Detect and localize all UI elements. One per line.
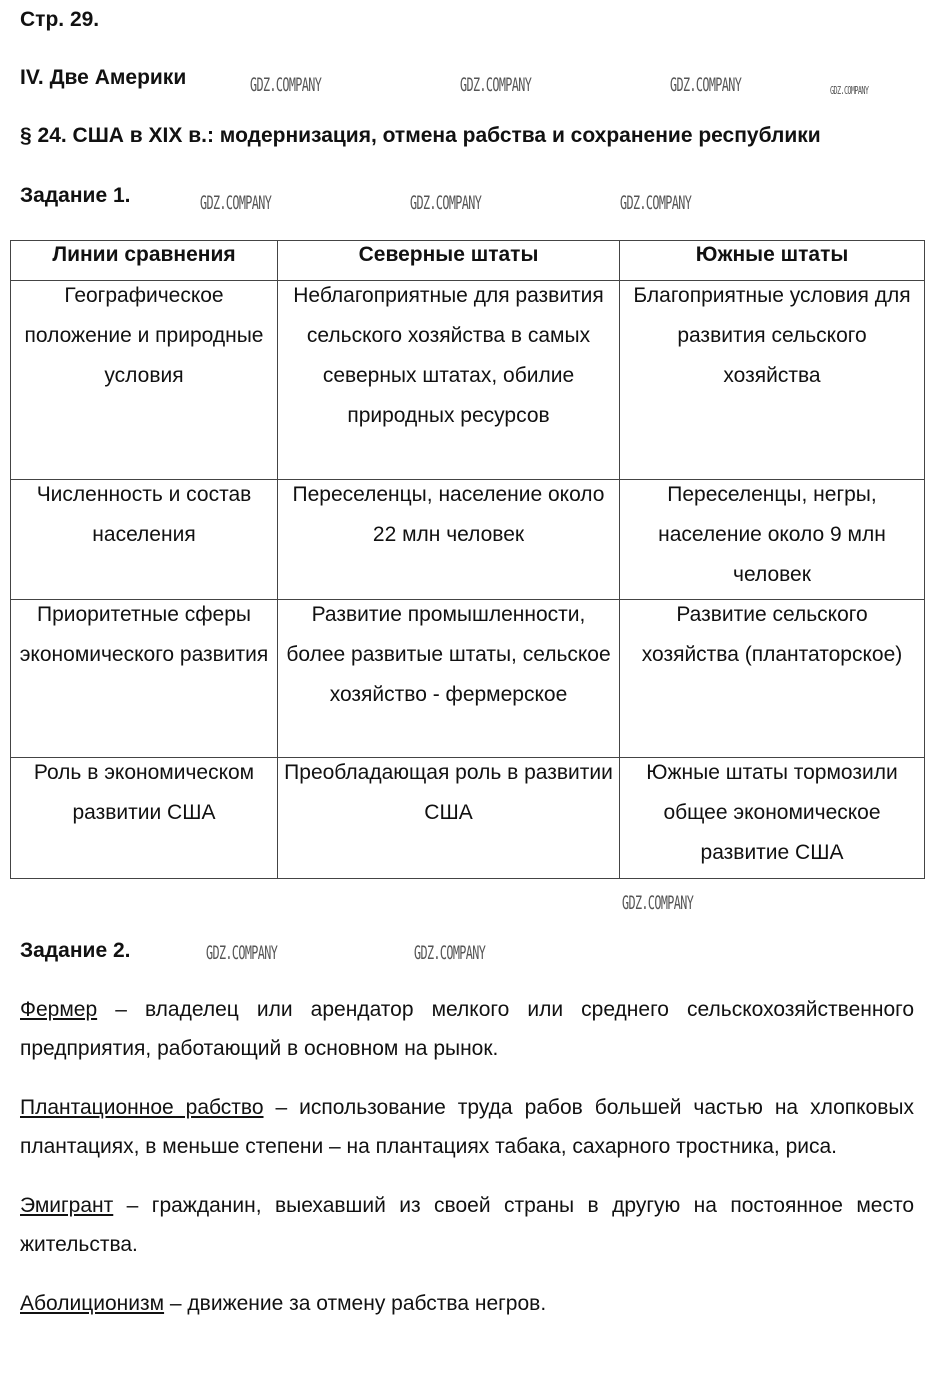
table-cell bbox=[620, 281, 925, 480]
cell-text: Численность и состав населения bbox=[36, 483, 252, 546]
definition bbox=[20, 1284, 914, 1323]
watermark: GDZ.COMPANY bbox=[200, 192, 272, 214]
comparison-table bbox=[10, 240, 925, 879]
table-cell bbox=[11, 600, 278, 758]
section-title: IV. Две Америки bbox=[20, 66, 187, 89]
task1-title: Задание 1. bbox=[20, 184, 131, 207]
definition-term: Плантационное рабство bbox=[20, 1096, 264, 1119]
definition-text: – владелец или арендатор мелкого или среднего сельскохозяйственного предприятия, работающий в основном на рынок. bbox=[20, 998, 914, 1060]
cell-text: Переселенцы, население около 22 млн человек bbox=[292, 483, 605, 546]
paragraph-title: § 24. США в XIX в.: модернизация, отмена рабства и сохранение республики bbox=[20, 124, 821, 147]
table-cell bbox=[278, 281, 620, 480]
watermark: GDZ.COMPANY bbox=[250, 74, 322, 96]
table-header-row bbox=[11, 241, 925, 281]
table-row bbox=[11, 480, 925, 600]
definition-term: Фермер bbox=[20, 998, 98, 1021]
watermark: GDZ.COMPANY bbox=[670, 74, 742, 96]
table-cell bbox=[620, 600, 925, 758]
watermark: GDZ.COMPANY bbox=[414, 942, 486, 964]
watermark: GDZ.COMPANY bbox=[410, 192, 482, 214]
cell-text: Южные штаты тормозили общее экономическое развитие США bbox=[646, 761, 898, 864]
table-row bbox=[11, 600, 925, 758]
table-cell bbox=[278, 758, 620, 879]
definition bbox=[20, 1186, 914, 1264]
cell-text: Приоритетные сферы экономического развития bbox=[19, 603, 269, 666]
cell-text: Преобладающая роль в развитии США bbox=[284, 761, 613, 824]
watermark: GDZ.COMPANY bbox=[620, 192, 692, 214]
cell-text: Благоприятные условия для развития сельского хозяйства bbox=[633, 284, 911, 387]
task2-title: Задание 2. bbox=[20, 939, 131, 962]
watermark: GDZ.COMPANY bbox=[460, 74, 532, 96]
cell-text: Роль в экономическом развитии США bbox=[33, 761, 255, 824]
definition-text: – гражданин, выехавший из своей страны в другую на постоянное место жительства. bbox=[20, 1194, 914, 1256]
definition bbox=[20, 1088, 914, 1166]
header-cell: Северные штаты bbox=[278, 241, 620, 281]
header-cell: Линии сравнения bbox=[11, 241, 278, 281]
table-cell bbox=[11, 281, 278, 480]
definition bbox=[20, 990, 914, 1068]
table-cell bbox=[278, 600, 620, 758]
cell-text: Неблагоприятные для развития сельского хозяйства в самых северных штатах, обилие природных ресурсов bbox=[293, 284, 604, 427]
table-cell bbox=[11, 758, 278, 879]
page-label: Стр. 29. bbox=[20, 8, 100, 31]
watermark: GDZ.COMPANY bbox=[206, 942, 278, 964]
header-cell: Южные штаты bbox=[620, 241, 925, 281]
table-cell bbox=[278, 480, 620, 600]
definitions-list bbox=[20, 990, 914, 1343]
table-row bbox=[11, 758, 925, 879]
table-cell bbox=[620, 758, 925, 879]
table-cell bbox=[620, 480, 925, 600]
cell-text: Географическое положение и природные условия bbox=[24, 284, 264, 387]
table-cell bbox=[11, 480, 278, 600]
watermark: GDZ.COMPANY bbox=[830, 84, 869, 97]
cell-text: Переселенцы, негры, население около 9 млн человек bbox=[658, 483, 886, 586]
definition-text: – использование труда рабов большей частью на хлопковых плантациях, в меньше степени – на плантациях табака, сахарного тростника, риса. bbox=[20, 1096, 914, 1158]
watermark: GDZ.COMPANY bbox=[622, 892, 694, 914]
cell-text: Развитие промышленности, более развитые штаты, сельское хозяйство - фермерское bbox=[286, 603, 611, 706]
definition-term: Аболиционизм bbox=[20, 1292, 165, 1315]
cell-text: Развитие сельского хозяйства (плантаторское) bbox=[641, 603, 903, 666]
table-row bbox=[11, 281, 925, 480]
definition-text: – движение за отмену рабства негров. bbox=[164, 1292, 547, 1315]
definition-term: Эмигрант bbox=[20, 1194, 114, 1217]
